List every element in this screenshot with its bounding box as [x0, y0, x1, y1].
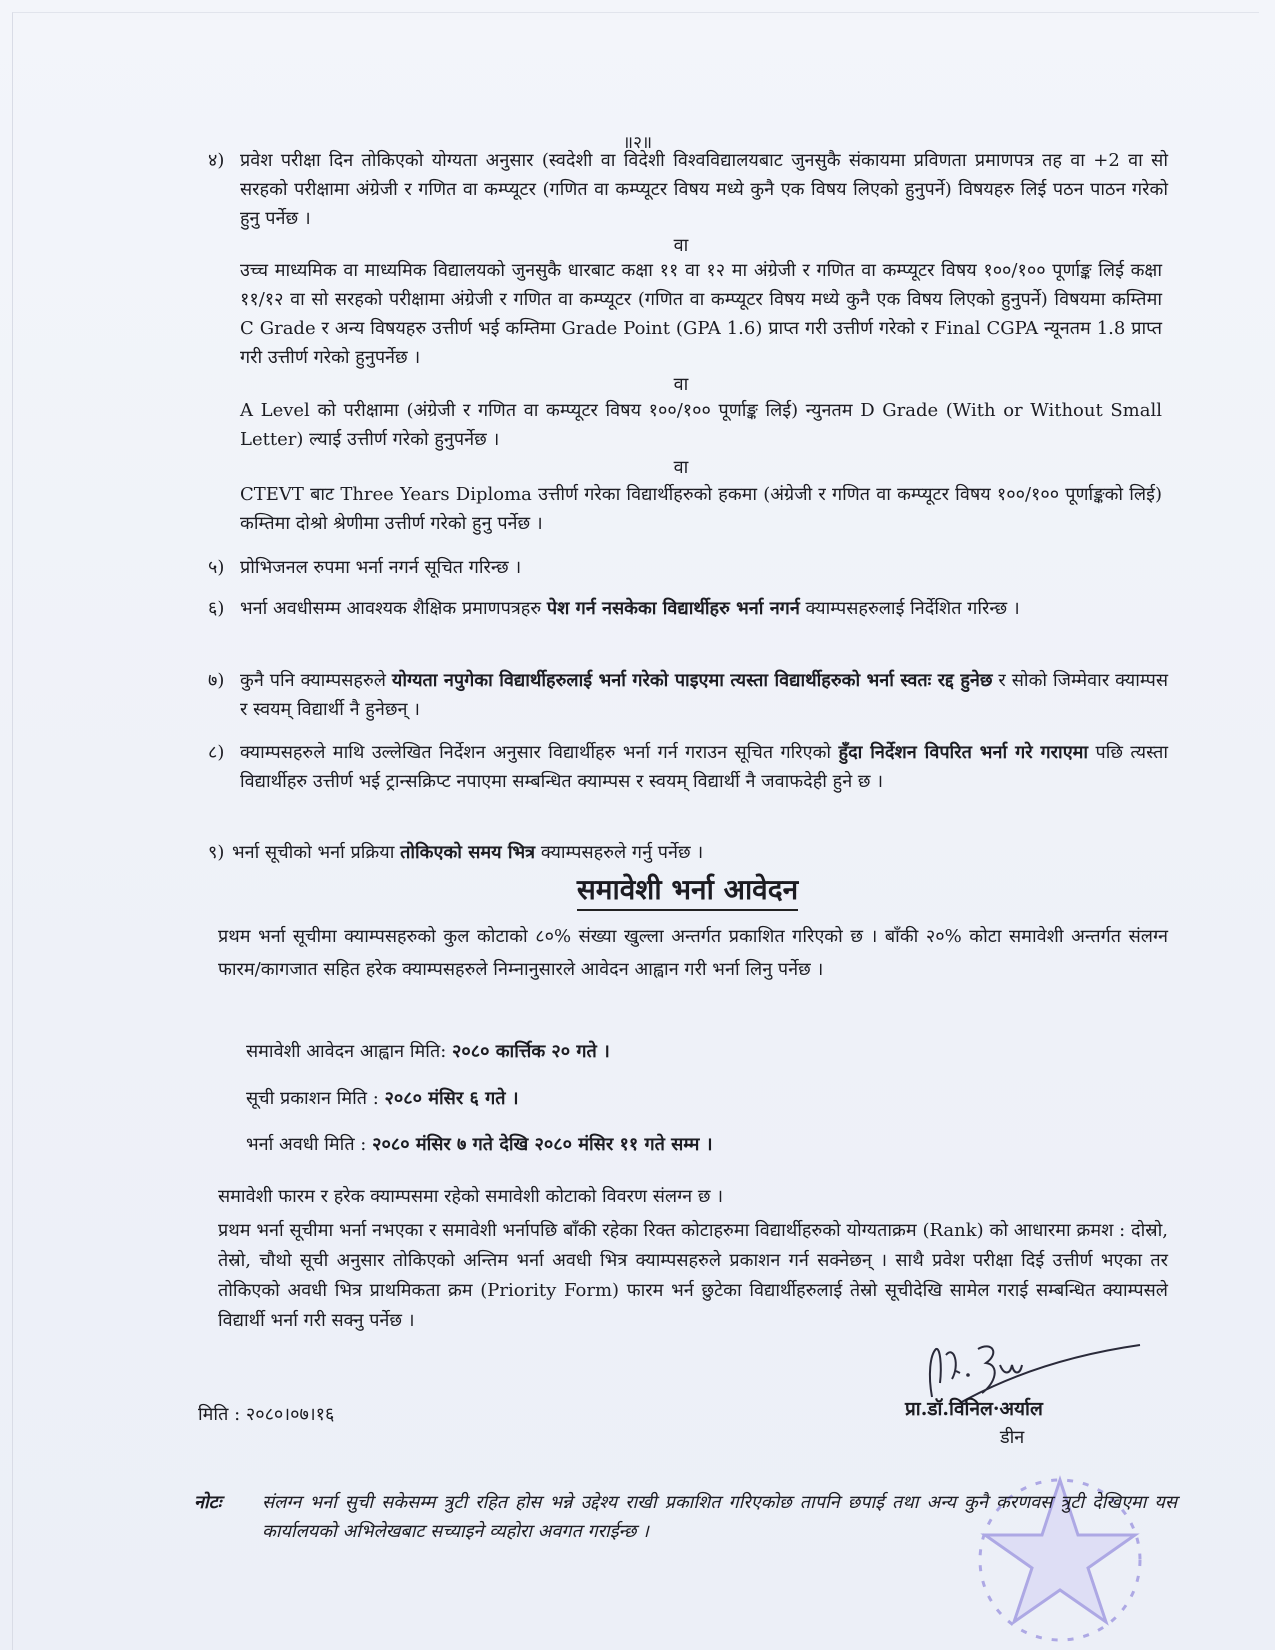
text-run: भर्ना सूचीको भर्ना प्रक्रिया	[232, 842, 401, 863]
text-run: क्याम्पसहरुले माथि उल्लेखित निर्देशन अनुसार विद्यार्थीहरु भर्ना गर्न गराउन सूचित गरिएको	[240, 742, 839, 763]
item-text	[232, 838, 1168, 867]
section-heading	[0, 870, 1275, 908]
heading-text: समावेशी भर्ना आवेदन	[577, 873, 798, 911]
date-line-publication	[246, 1084, 519, 1113]
item-text	[240, 666, 1168, 724]
text-run: क्याम्पसहरुलाई निर्देशित गरिन्छ ।	[799, 598, 1020, 619]
text-run: भर्ना अवधीसम्म आवश्यक शैक्षिक प्रमाणपत्रहरु	[240, 598, 547, 619]
item-number: ९)	[208, 842, 225, 863]
signatory-title: डीन	[1000, 1427, 1025, 1448]
text-run: कुनै पनि क्याम्पसहरुले	[240, 670, 392, 691]
attachment-note: समावेशी फारम र हरेक क्याम्पसमा रहेको समावेशी कोटाको विवरण संलग्न छ ।	[218, 1186, 724, 1207]
or-separator: वा	[673, 374, 689, 395]
item-text: प्रोभिजनल रुपमा भर्ना नगर्न सूचित गरिन्छ ।	[240, 557, 522, 578]
inclusive-intro: प्रथम भर्ना सूचीमा क्याम्पसहरुको कुल कोटाको ८०% संख्या खुल्ला अन्तर्गत प्रकाशित गरिएको छ । बाँकी २०% कोटा समावेशी अन्तर्गत संलग्न फारम/कागजात सहित हरेक क्याम्पसहरुले निम्नानुसारले आवेदन आह्वान गरी भर्ना लिनु पर्नेछ ।	[218, 926, 1168, 980]
date-value: २०८० मंसिर ६ गते ।	[384, 1088, 519, 1109]
item-7	[208, 666, 1168, 724]
text-run: र सोको जिम्मेवार क्याम्पस र स्वयम् विद्यार्थी नै हुनेछन् ।	[240, 670, 1168, 720]
date-label: समावेशी आवेदन आह्वान मिति:	[246, 1041, 453, 1062]
emphasis-text: हुँदा निर्देशन विपरित भर्ना गरे गराएमा	[838, 742, 1089, 763]
item-number: ५)	[208, 557, 225, 578]
note-label: नोटः	[194, 1492, 222, 1513]
item-4-alternative-2: A Level को परीक्षामा (अंग्रेजी र गणित वा कम्प्यूटर विषय १००/१०० पूर्णाङ्क लिई) न्युनतम D Grade (With or Without Small Letter) ल्याई उत्तीर्ण गरेको हुनुपर्नेछ ।	[240, 400, 1162, 450]
date-label: भर्ना अवधी मिति :	[246, 1134, 373, 1155]
emphasis-text: तोकिएको समय भित्र	[400, 842, 536, 863]
closing-paragraph: प्रथम भर्ना सूचीमा भर्ना नभएका र समावेशी भर्नापछि बाँकी रहेका रिक्त कोटाहरुमा विद्यार्थीहरुको योग्यताक्रम (Rank) को आधारमा क्रमश : दोस्रो, तेस्रो, चौथो सूची अनुसार तोकिएको अन्तिम भर्ना अवधी भित्र क्याम्पसहरुले प्रकाशन गर्न सक्नेछन् । साथै प्रवेश परीक्षा दिई उत्तीर्ण भएका तर तोकिएको अवधी भित्र प्राथमिकता क्रम (Priority Form) फारम भर्न छुटेका विद्यार्थीहरुलाई तेस्रो सूचीदेखि सामेल गराई सम्बन्धित क्याम्पसले विद्यार्थी भर्ना गरी सक्नु पर्नेछ ।	[218, 1220, 1168, 1331]
item-4-alternative-1: उच्च माध्यमिक वा माध्यमिक विद्यालयको जुनसुकै धारबाट कक्षा ११ वा १२ मा अंग्रेजी र गणित वा कम्प्यूटर विषय १००/१०० पूर्णाङ्क लिई कक्षा ११/१२ वा सो सरहको परीक्षामा अंग्रेजी र गणित वा कम्प्यूटर (गणित वा कम्प्यूटर विषय मध्ये कुनै एक विषय लिएको हुनुपर्ने) विषयमा कम्तिमा C Grade र अन्य विषयहरु उत्तीर्ण भई कम्तिमा Grade Point (GPA 1.6) प्राप्त गरी उत्तीर्ण गरेको र Final CGPA न्यूनतम 1.8 प्राप्त गरी उत्तीर्ण गरेको हुनुपर्नेछ ।	[240, 260, 1162, 368]
item-text	[240, 738, 1168, 796]
page-number: ॥२॥	[622, 133, 653, 153]
or-separator: वा	[673, 235, 689, 256]
emphasis-text: पेश गर्न नसकेका विद्यार्थीहरु भर्ना नगर्न	[546, 598, 800, 619]
item-4-alternative-3: CTEVT बाट Three Years Diploma उत्तीर्ण गरेका विद्यार्थीहरुको हकमा (अंग्रेजी र गणित वा कम्प्यूटर विषय १००/१०० पूर्णाङ्कको लिई) कम्तिमा दोश्रो श्रेणीमा उत्तीर्ण गरेको हुनु पर्नेछ ।	[240, 484, 1162, 534]
emphasis-text: योग्यता नपुगेका विद्यार्थीहरुलाई भर्ना गरेको पाइएमा त्यस्ता विद्यार्थीहरुको भर्ना स्वतः रद्द हुनेछ	[391, 670, 993, 691]
issue-date: मिति : २०८०।०७।१६	[198, 1404, 335, 1425]
item-5	[208, 553, 1168, 582]
item-8	[208, 738, 1168, 796]
date-value: २०८० मंसिर ७ गते देखि २०८० मंसिर ११ गते सम्म ।	[372, 1134, 713, 1155]
item-number: ८)	[208, 742, 225, 763]
item-4	[208, 146, 1168, 233]
item-number: ४)	[208, 150, 225, 171]
item-text: प्रवेश परीक्षा दिन तोकिएको योग्यता अनुसार (स्वदेशी वा विदेशी विश्वविद्यालयबाट जुनसुकै संकायमा प्रविणता प्रमाणपत्र तह वा +2 वा सो सरहको परीक्षामा अंग्रेजी र गणित वा कम्प्यूटर (गणित वा कम्प्यूटर विषय मध्ये कुनै एक विषय लिएको हुनुपर्ने) विषयहरु लिई पठन पाठन गरेको हुनु पर्नेछ ।	[240, 150, 1168, 229]
date-value: २०८० कार्त्तिक २० गते ।	[452, 1041, 610, 1062]
item-number: ६)	[208, 598, 225, 619]
date-line-application	[246, 1037, 610, 1066]
item-6	[208, 594, 1168, 623]
note-text: संलग्न भर्ना सुची सकेसम्म त्रुटी रहित होस भन्ने उद्देश्य राखी प्रकाशित गरिएकोछ तापनि छपाई तथा अन्य कुनै करणवस त्रुटी देखिएमा यस कार्यालयको अभिलेखबाट सच्याइने व्यहोरा अवगत गराईन्छ ।	[262, 1492, 1177, 1542]
date-label: सूची प्रकाशन मिति :	[246, 1088, 385, 1109]
item-9	[208, 838, 1168, 867]
signatory-name: प्रा.डॉ.विनिल·अर्याल	[905, 1398, 1043, 1420]
text-run: क्याम्पसहरुले गर्नु पर्नेछ ।	[535, 842, 704, 863]
or-separator: वा	[673, 457, 689, 478]
item-text	[240, 594, 1168, 623]
date-line-admission	[246, 1130, 713, 1159]
text-run: पछि त्यस्ता विद्यार्थीहरु उत्तीर्ण भई ट्रान्सक्रिप्ट नपाएमा सम्बन्धित क्याम्पस र स्वयम् विद्यार्थी नै जवाफदेही हुने छ ।	[240, 742, 1169, 792]
item-number: ७)	[208, 670, 225, 691]
